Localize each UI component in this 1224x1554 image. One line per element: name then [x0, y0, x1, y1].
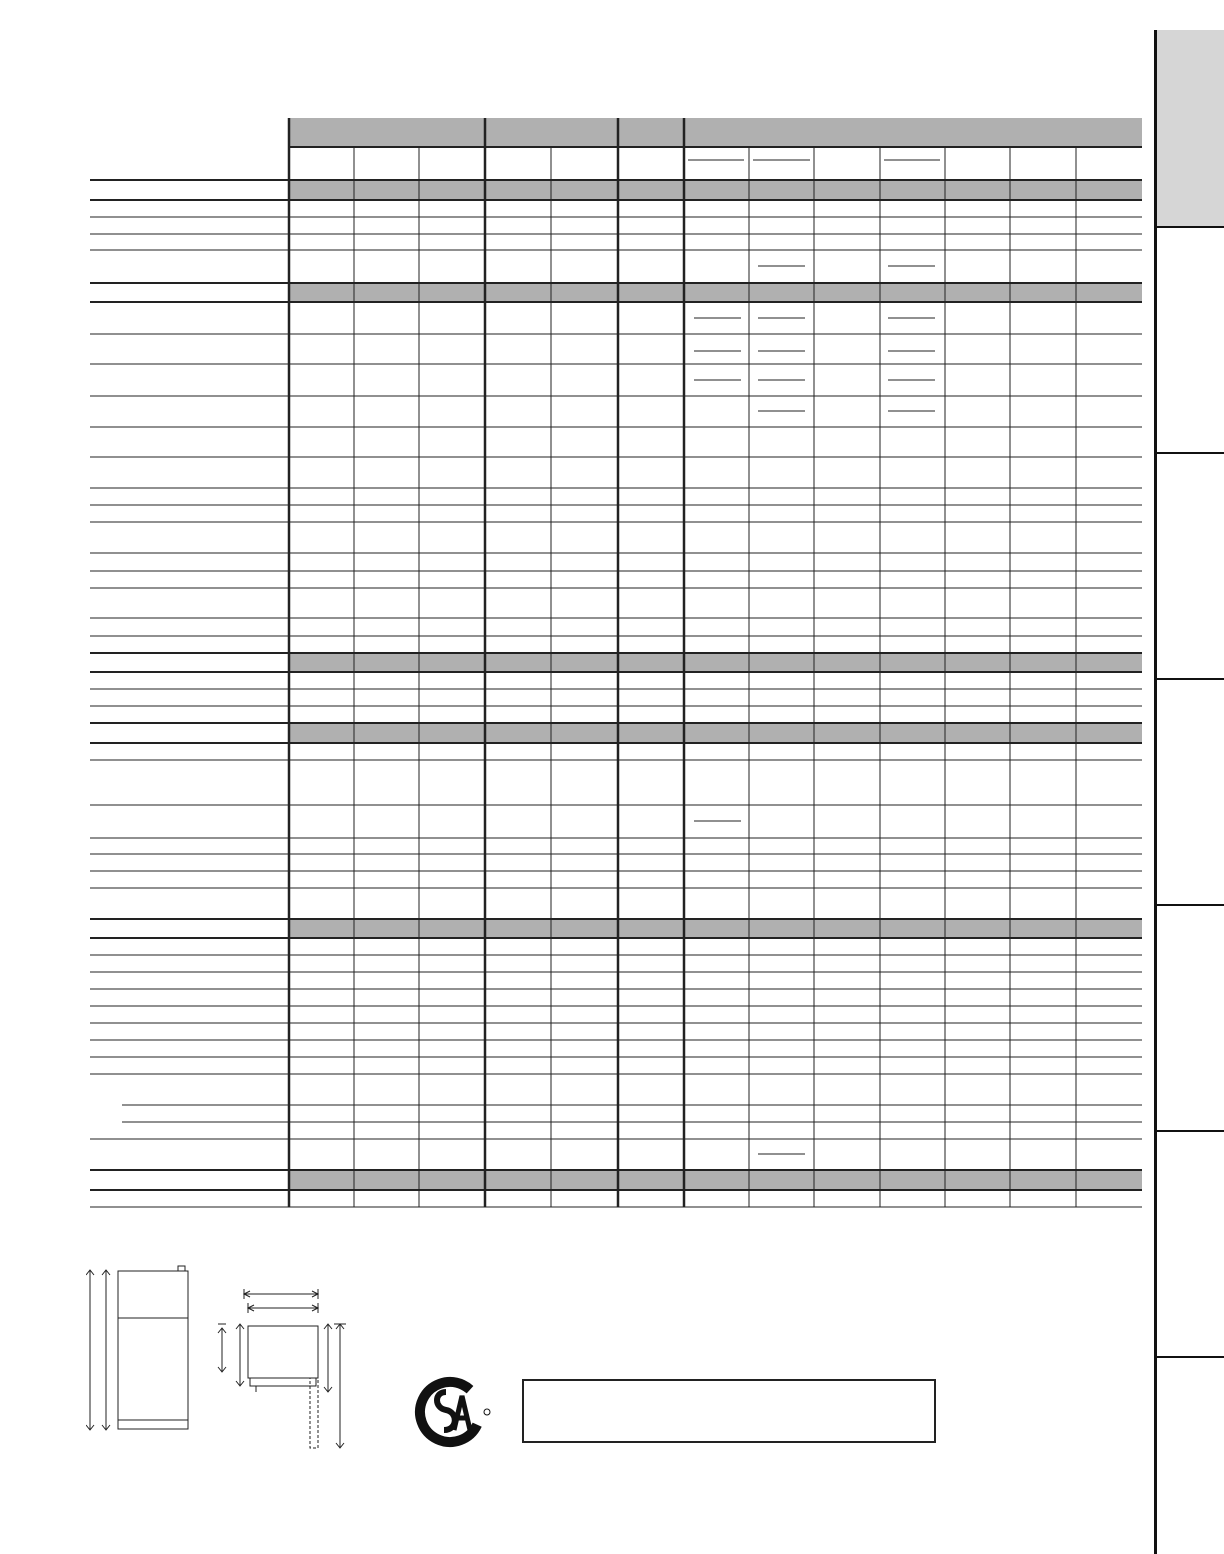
- sidebar-tab[interactable]: [1154, 904, 1224, 1130]
- section-header-bar: [289, 723, 1142, 743]
- refrigerator-icon: [86, 1266, 188, 1430]
- section-header-bar: [289, 283, 1142, 302]
- sidebar-tab[interactable]: [1154, 30, 1224, 226]
- section-header-bar: [289, 180, 1142, 200]
- legal-notice-box: [522, 1379, 936, 1443]
- sidebar-tab[interactable]: [1154, 1130, 1224, 1356]
- refrigerator-dimension-diagram: [86, 1262, 206, 1442]
- section-header-bar: [289, 919, 1142, 938]
- sidebar-tab[interactable]: [1154, 452, 1224, 678]
- section-header-bar: [289, 1170, 1142, 1190]
- column-group-header-bar: [289, 118, 1142, 147]
- sidebar-tab[interactable]: [1154, 1356, 1224, 1554]
- cabinet-icon: [218, 1289, 346, 1448]
- cabinet-clearance-diagram: [210, 1284, 350, 1454]
- csa-icon: [414, 1374, 490, 1450]
- sidebar-tab[interactable]: [1154, 678, 1224, 904]
- section-header-bar: [289, 653, 1142, 672]
- sidebar-tabs: [1154, 30, 1224, 1554]
- csa-certification-logo: [414, 1374, 494, 1450]
- sidebar-tab[interactable]: [1154, 226, 1224, 452]
